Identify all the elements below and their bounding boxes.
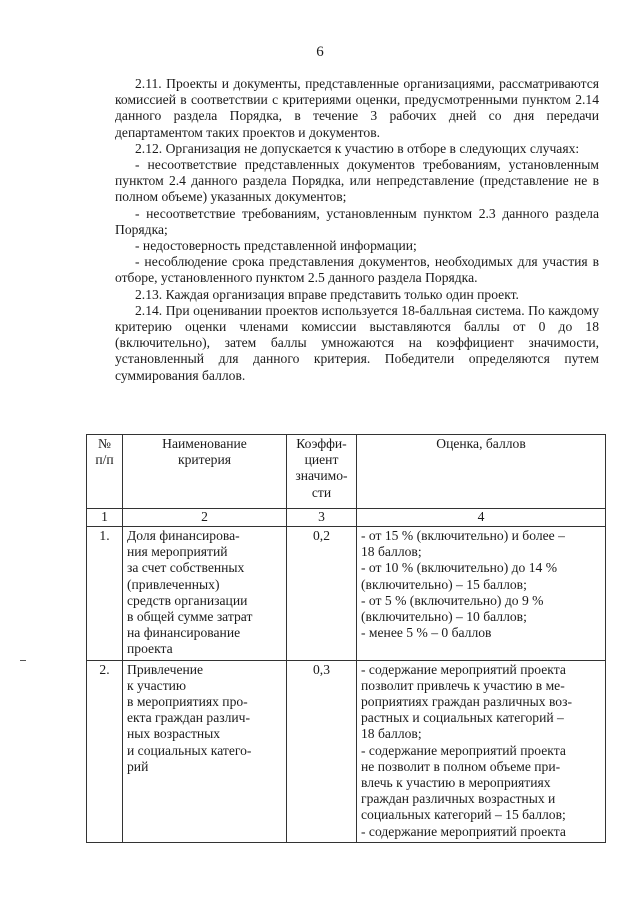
column-number: 1 bbox=[87, 509, 123, 527]
column-number: 3 bbox=[287, 509, 357, 527]
criterion-line: (привлеченных) bbox=[127, 576, 220, 592]
header-text: критерия bbox=[178, 452, 231, 468]
score-line: - содержание мероприятий проекта bbox=[361, 742, 566, 758]
header-criterion-name bbox=[123, 435, 287, 509]
coefficient-value: 0,3 bbox=[287, 660, 357, 842]
list-item-requirements: - несоответствие требованиям, установленным пунктом 2.3 данного раздела Порядка; bbox=[115, 205, 599, 237]
row-number: 2. bbox=[87, 660, 123, 842]
table-row bbox=[87, 527, 606, 661]
score-line: - содержание мероприятий проекта bbox=[361, 823, 566, 839]
score-line: позволит привлечь к участию в ме- bbox=[361, 677, 565, 693]
paragraph-2-14: 2.14. При оценивании проектов используется 18-балльная система. По каждому критерию оценки членами комиссии выставляются баллы от 0 до 18 (включительно), затем баллы умножаются на коэффициент значимости, установленный для данного критерия. Победители определяются путем суммирования баллов. bbox=[115, 302, 599, 383]
score-line: (включительно) – 10 баллов; bbox=[361, 609, 527, 625]
criterion-line: проекта bbox=[127, 641, 173, 657]
score-line: - от 15 % (включительно) и более – bbox=[361, 528, 565, 543]
score-line: - менее 5 % – 0 баллов bbox=[361, 625, 492, 641]
criteria-table bbox=[86, 434, 606, 843]
score-line: - содержание мероприятий проекта bbox=[361, 661, 566, 677]
criterion-line: Доля финансирова- bbox=[127, 528, 240, 543]
score-description bbox=[357, 527, 606, 661]
list-item-documents: - несоответствие представленных документов требованиям, установленным пунктом 2.4 данного раздела Порядка, или непредставление (представление не в полном объеме) указанных документов; bbox=[115, 157, 599, 205]
criterion-line: екта граждан различ- bbox=[127, 710, 251, 726]
header-text: № bbox=[98, 436, 111, 451]
body-text bbox=[115, 76, 599, 384]
criterion-line: ния мероприятий bbox=[127, 544, 228, 560]
score-line: - от 10 % (включительно) до 14 % bbox=[361, 560, 558, 576]
criterion-name bbox=[123, 660, 287, 842]
score-description bbox=[357, 660, 606, 842]
header-coefficient bbox=[287, 435, 357, 509]
header-text: Оценка, баллов bbox=[436, 436, 526, 451]
criterion-line: в общей сумме затрат bbox=[127, 609, 253, 625]
score-line: не позволит в полном объеме при- bbox=[361, 758, 561, 774]
header-text: циент bbox=[304, 452, 339, 468]
paragraph-2-12: 2.12. Организация не допускается к участию в отборе в следующих случаях: bbox=[135, 140, 580, 156]
criterion-line: к участию bbox=[127, 677, 187, 693]
score-line: социальных категорий – 15 баллов; bbox=[361, 807, 566, 823]
score-line: - от 5 % (включительно) до 9 % bbox=[361, 592, 544, 608]
table-column-numbers-row bbox=[87, 509, 606, 527]
score-line: растных и социальных категорий – bbox=[361, 710, 564, 726]
criterion-line: Привлечение bbox=[127, 661, 204, 677]
column-number: 4 bbox=[357, 509, 606, 527]
header-text: п/п bbox=[95, 452, 114, 468]
criterion-line: на финансирование bbox=[127, 625, 241, 641]
score-line: (включительно) – 15 баллов; bbox=[361, 576, 527, 592]
score-line: роприятиях граждан различных воз- bbox=[361, 694, 572, 710]
score-line: влечь к участию в мероприятиях bbox=[361, 775, 551, 791]
header-text: сти bbox=[311, 484, 332, 500]
header-number bbox=[87, 435, 123, 509]
paragraph-2-11: 2.11. Проекты и документы, представленные организациями, рассматриваются комиссией в соответствии с критериями оценки, предусмотренными пунктом 2.14 данного раздела Порядка, в течение 3 рабочих дней со дня передачи департаментом таких проектов и документов. bbox=[115, 76, 599, 140]
score-line: 18 баллов; bbox=[361, 544, 422, 560]
list-item-unreliable-info: - недостоверность представленной информации; bbox=[135, 238, 417, 254]
page-number: 6 bbox=[316, 44, 324, 60]
paragraph-2-13: 2.13. Каждая организация вправе представить только один проект. bbox=[135, 286, 519, 302]
header-text: Наименование bbox=[162, 436, 247, 451]
table-header-row bbox=[87, 435, 606, 509]
criterion-line: ных возрастных bbox=[127, 726, 221, 742]
criterion-line: средств организации bbox=[127, 592, 248, 608]
list-item-deadline: - несоблюдение срока представления документов, необходимых для участия в отборе, установленного пунктом 2.5 данного раздела Порядка. bbox=[115, 254, 599, 286]
header-text: значимо- bbox=[295, 468, 348, 484]
header-score bbox=[357, 435, 606, 509]
margin-mark bbox=[20, 660, 26, 661]
coefficient-value: 0,2 bbox=[287, 527, 357, 661]
header-text: Коэффи- bbox=[296, 436, 347, 451]
criterion-name bbox=[123, 527, 287, 661]
criterion-line: и социальных катего- bbox=[127, 742, 252, 758]
criterion-line: за счет собственных bbox=[127, 560, 245, 576]
criterion-line: в мероприятиях про- bbox=[127, 694, 248, 710]
column-number: 2 bbox=[123, 509, 287, 527]
score-line: граждан различных возрастных и bbox=[361, 791, 556, 807]
table-row bbox=[87, 660, 606, 842]
score-line: 18 баллов; bbox=[361, 726, 422, 742]
row-number: 1. bbox=[87, 527, 123, 661]
criterion-line: рий bbox=[127, 758, 149, 774]
